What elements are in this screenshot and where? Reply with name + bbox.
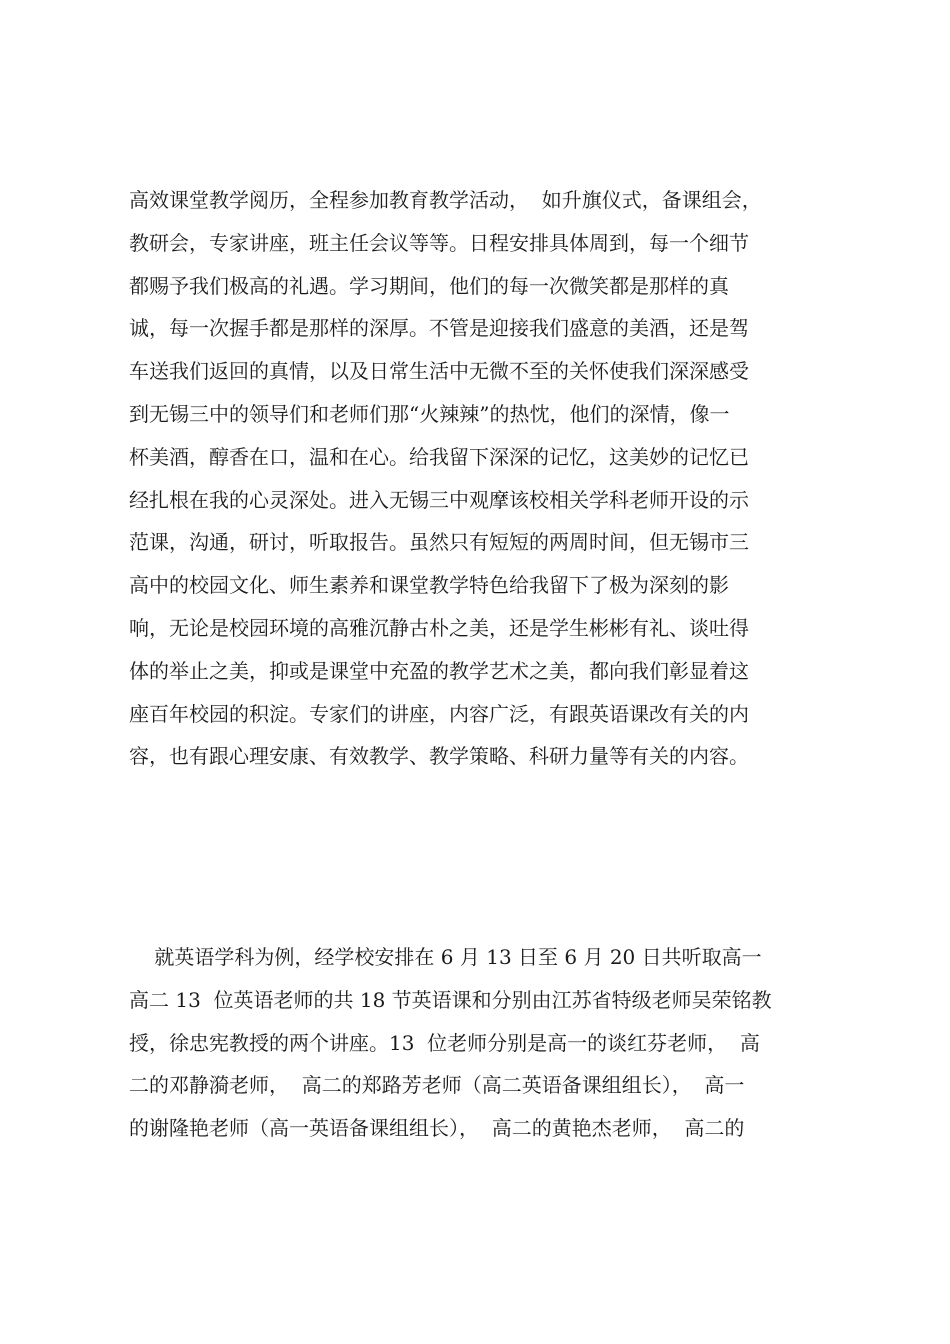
text-line: 授，徐忠宪教授的两个讲座。13 位老师分别是高一的谈红芬老师， 高 <box>129 1030 760 1055</box>
text-line: 座百年校园的积淀。专家们的讲座，内容广泛，有跟英语课改有关的内 <box>129 701 749 726</box>
text-line: 都赐予我们极高的礼遇。学习期间，他们的每一次微笑都是那样的真 <box>129 273 729 298</box>
text-line: 高效课堂教学阅历，全程参加教育教学活动， 如升旗仪式，备课组会， <box>129 188 762 212</box>
text-line: 高中的校园文化、师生素养和课堂教学特色给我留下了极为深刻的影 <box>129 573 729 598</box>
text-line: 教研会，专家讲座，班主任会议等等。日程安排具体周到，每一个细节 <box>129 230 749 255</box>
text-line: 体的举止之美，抑或是课堂中充盈的教学艺术之美，都向我们彰显着这 <box>129 658 749 683</box>
text-line: 容，也有跟心理安康、有效教学、教学策略、科研力量等有关的内容。 <box>129 744 749 769</box>
text-line: 诚，每一次握手都是那样的深厚。不管是迎接我们盛意的美酒，还是驾 <box>129 316 749 341</box>
text-line: 车送我们返回的真情，以及日常生活中无微不至的关怀使我们深深感受 <box>129 359 749 384</box>
text-line: 的谢隆艳老师（高一英语备课组组长）， 高二的黄艳杰老师， 高二的 <box>129 1116 745 1141</box>
text-line: 到无锡三中的领导们和老师们那“火辣辣”的热忱，他们的深情，像一 <box>129 402 730 426</box>
text-line: 高二 13 位英语老师的共 18 节英语课和分别由江苏省特级老师吴荣铭教 <box>129 987 772 1012</box>
text-line: 范课，沟通，研讨，听取报告。虽然只有短短的两周时间，但无锡市三 <box>129 530 749 555</box>
text-line: 就英语学科为例，经学校安排在 6 月 13 日至 6 月 20 日共听取高一 <box>129 945 762 969</box>
text-line: 响，无论是校园环境的高雅沉静古朴之美，还是学生彬彬有礼、谈吐得 <box>129 616 749 640</box>
text-line: 经扎根在我的心灵深处。进入无锡三中观摩该校相关学科老师开设的示 <box>129 487 749 512</box>
text-line: 杯美酒，醇香在口，温和在心。给我留下深深的记忆，这美妙的记忆已 <box>129 444 749 469</box>
text-line: 二的邓静漪老师， 高二的郑路芳老师（高二英语备课组组长）， 高一 <box>129 1073 745 1098</box>
